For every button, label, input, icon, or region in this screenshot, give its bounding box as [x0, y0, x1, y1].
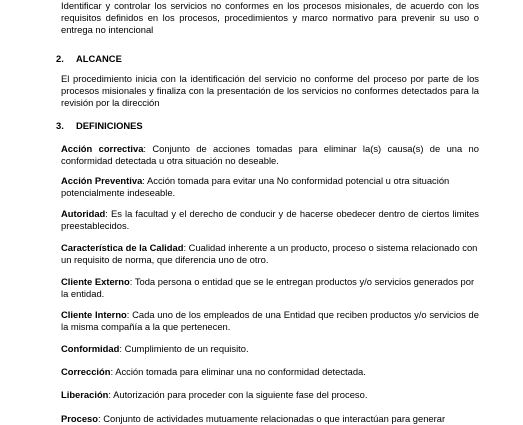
definition-term: Liberación [61, 389, 109, 400]
definition-term: Conformidad [61, 343, 120, 354]
definition-text: Toda persona o entidad que se le entregan productos y/o servicios generados por la entidad. [61, 276, 475, 299]
definition-liberacion: Liberación: Autorización para proceder con la siguiente fase del proceso. [61, 389, 368, 400]
definition-term: Acción correctiva [61, 143, 144, 154]
definition-proceso: Proceso: Conjunto de actividades mutuamente relacionadas o que interactúan para generar [61, 413, 446, 424]
definition-cliente-interno: Cliente Interno: Cada uno de los empleados de una Entidad que reciben productos y/o servicios de la misma compañía a la que pertenecen. [61, 309, 479, 332]
definition-term: Cliente Externo [61, 276, 130, 287]
definition-text: Conjunto de actividades mutuamente relacionadas o que interactúan para generar [103, 413, 446, 424]
definition-cliente-externo: Cliente Externo: Toda persona o entidad que se le entregan productos y/o servicios generados por la entidad. [61, 276, 475, 299]
definition-term: Característica de la Calidad [61, 242, 184, 253]
definition-caracteristica-calidad: Característica de la Calidad: Cualidad inherente a un producto, proceso o sistema relacionado con un requisito de norma, que diferencia uno de otro. [61, 242, 478, 265]
definition-accion-preventiva: Acción Preventiva: Acción tomada para evitar una No conformidad potencial u otra situación potencialmente indeseable. [61, 175, 450, 198]
definition-text: Es la facultad y el derecho de conducir y de hacerse obedecer dentro de ciertos limites preestablecidos. [61, 208, 479, 231]
definition-text: Cualidad inherente a un producto, proceso o sistema relacionado con un requisito de norma, que diferencia uno de otro. [61, 242, 478, 265]
definition-conformidad: Conformidad: Cumplimiento de un requisito. [61, 343, 249, 354]
definition-correccion: Corrección: Acción tomada para eliminar una no conformidad detectada. [61, 366, 366, 377]
definition-term: Autoridad [61, 208, 106, 219]
section-title: DEFINICIONES [76, 120, 143, 131]
definition-text: Cada uno de los empleados de una Entidad que reciben productos y/o servicios de la misma compañía a la que pertenecen. [61, 309, 479, 332]
definition-accion-correctiva: Acción correctiva: Conjunto de acciones tomadas para eliminar la(s) causa(s) de una no conformidad detectada u otra situación no deseable. [61, 143, 479, 166]
definition-term: Corrección [61, 366, 111, 377]
section-title: ALCANCE [76, 53, 122, 64]
section-heading-alcance [56, 53, 122, 65]
definition-term: Cliente Interno [61, 309, 127, 320]
definition-text: Conjunto de acciones tomadas para eliminar la(s) causa(s) de una no conformidad detectada u otra situación no deseable. [61, 143, 479, 166]
definition-term: Proceso [61, 413, 98, 424]
definition-text: Autorización para proceder con la siguiente fase del proceso. [113, 389, 368, 400]
section-heading-definiciones [56, 120, 143, 132]
definition-term: Acción Preventiva [61, 175, 143, 186]
section-number: 2. [56, 53, 64, 64]
definition-autoridad: Autoridad: Es la facultad y el derecho de conducir y de hacerse obedecer dentro de ciertos limites preestablecidos. [61, 208, 479, 231]
section-number: 3. [56, 120, 64, 131]
definition-text: Acción tomada para evitar una No conformidad potencial u otra situación potencialmente indeseable. [61, 175, 450, 198]
alcance-paragraph: El procedimiento inicia con la identificación del servicio no conforme del proceso por parte de los procesos misionales y finaliza con la presentación de los servicios no conformes detectados para la revisión por la dirección [61, 73, 479, 108]
definition-text: Acción tomada para eliminar una no conformidad detectada. [115, 366, 366, 377]
definition-text: Cumplimiento de un requisito. [124, 343, 249, 354]
objective-paragraph: Identificar y controlar los servicios no conformes en los procesos misionales, de acuerdo con los requisitos definidos en los procesos, procedimientos y marco normativo para prevenir su uso o entrega no intencional [61, 0, 479, 35]
